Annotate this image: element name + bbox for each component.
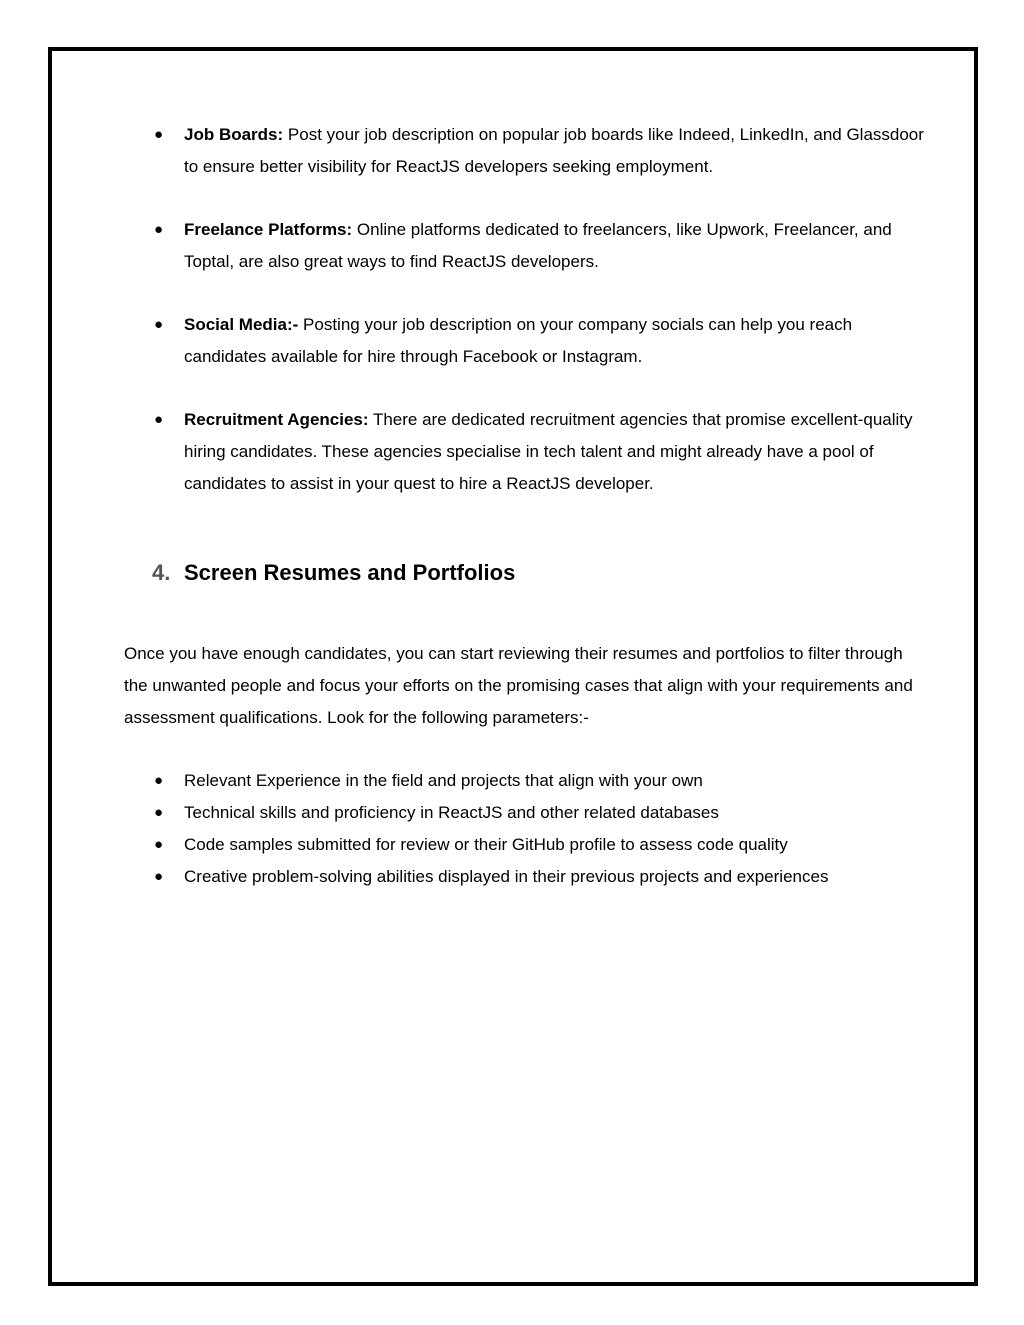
bullet-icon: ● <box>154 772 164 789</box>
channel-term: Social Media:- <box>184 315 299 334</box>
list-item <box>124 765 924 797</box>
list-item <box>124 119 924 183</box>
hiring-channels-list <box>124 119 924 500</box>
bullet-icon: ● <box>154 836 164 853</box>
parameter-text: Code samples submitted for review or their GitHub profile to assess code quality <box>184 835 788 854</box>
channel-term: Freelance Platforms: <box>184 220 353 239</box>
parameters-list <box>124 765 924 893</box>
section-heading <box>124 558 924 588</box>
channel-description: Post your job description on popular job boards like Indeed, LinkedIn, and Glassdoor to ensure better visibility for ReactJS developers seeking employment. <box>184 125 924 176</box>
bullet-icon: ● <box>154 804 164 821</box>
parameter-text: Relevant Experience in the field and projects that align with your own <box>184 771 703 790</box>
channel-description: Posting your job description on your company socials can help you reach candidates available for hire through Facebook or Instagram. <box>184 315 853 366</box>
list-item <box>124 214 924 278</box>
bullet-icon: ● <box>154 411 164 428</box>
list-item <box>124 309 924 373</box>
list-item <box>124 797 924 829</box>
channel-description: There are dedicated recruitment agencies that promise excellent-quality hiring candidates. These agencies specialise in tech talent and might already have a pool of candidates to assist in your quest to hire a ReactJS developer. <box>184 410 913 493</box>
section-number: 4. <box>152 560 171 585</box>
list-item <box>124 861 924 893</box>
section-title: Screen Resumes and Portfolios <box>184 560 516 585</box>
bullet-icon: ● <box>154 221 164 238</box>
list-item <box>124 404 924 500</box>
channel-description: Online platforms dedicated to freelancers, like Upwork, Freelancer, and Toptal, are also great ways to find ReactJS developers. <box>184 220 892 271</box>
bullet-icon: ● <box>154 868 164 885</box>
document-content <box>124 119 924 893</box>
parameter-text: Technical skills and proficiency in ReactJS and other related databases <box>184 803 719 822</box>
bullet-icon: ● <box>154 316 164 333</box>
channel-term: Job Boards: <box>184 125 284 144</box>
page-frame <box>48 47 978 1286</box>
list-item <box>124 829 924 861</box>
intro-paragraph: Once you have enough candidates, you can start reviewing their resumes and portfolios to filter through the unwanted people and focus your efforts on the promising cases that align with your requirements and assessment qualifications. Look for the following parameters:- <box>124 644 913 727</box>
channel-term: Recruitment Agencies: <box>184 410 369 429</box>
bullet-icon: ● <box>154 126 164 143</box>
parameter-text: Creative problem-solving abilities displayed in their previous projects and experiences <box>184 867 829 886</box>
